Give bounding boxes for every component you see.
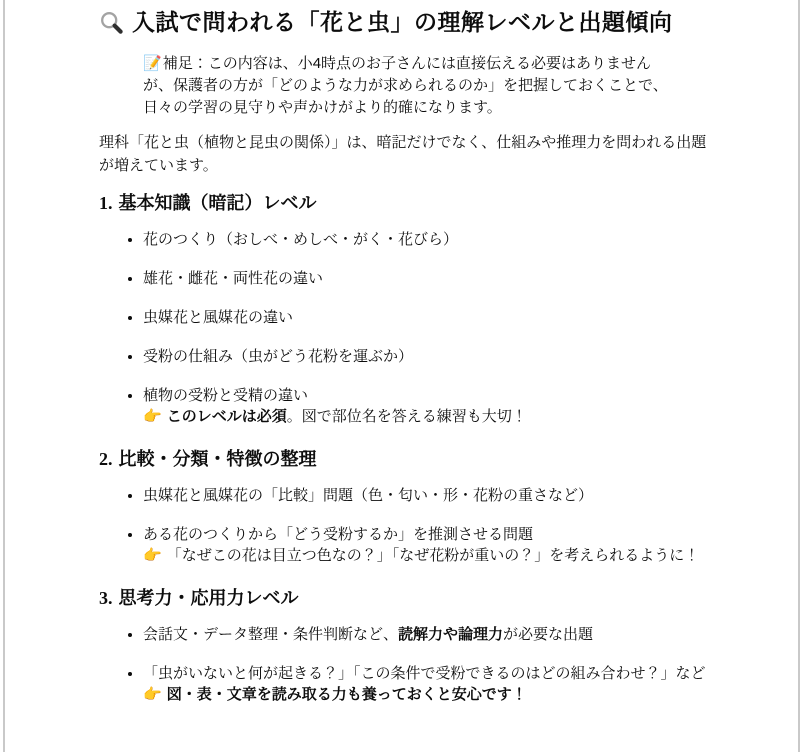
list-item-text-bold: 読解力や論理力: [398, 626, 504, 643]
list-item-text: 虫媒花と風媒花の「比較」問題（色・匂い・形・花粉の重さなど）: [143, 487, 594, 504]
advice-note: [143, 406, 708, 427]
advice-note: [143, 545, 708, 566]
section-2-list: [99, 485, 708, 566]
list-item: [143, 385, 708, 427]
advice-note-bold: 図・表・文章を読み取る力も養っておくと安心です！: [166, 686, 527, 703]
list-item: [143, 524, 708, 566]
list-item-text: 花のつくり（おしべ・めしべ・がく・花びら）: [143, 231, 459, 248]
list-item: [143, 663, 708, 705]
search-icon: [99, 10, 124, 35]
section-3-number: 3.: [99, 588, 113, 608]
note-line-1: [143, 53, 708, 75]
section-2-number: 2.: [99, 449, 113, 469]
section-3-heading: [99, 586, 708, 610]
supplement-note: [143, 53, 708, 119]
list-item-text: 雄花・雌花・両性花の違い: [143, 270, 324, 287]
page-left-border: [3, 0, 5, 752]
intro-paragraph: 理科「花と虫（植物と昆虫の関係）」は、暗記だけでなく、仕組みや推理力を問われる出題が増えています。: [99, 134, 707, 174]
section-1-number: 1.: [99, 193, 113, 213]
section-3-list: [99, 624, 708, 705]
list-item-text: • 「虫がいないと何が起きる？」「この条件で受粉できるのはどの組み合わせ？」など: [143, 665, 706, 682]
note-line-3: 日々の学習の見守りや声かけがより的確になります。: [143, 99, 502, 116]
list-item-text: • 植物の受粉と受精の違い: [143, 387, 309, 404]
section-1-heading: [99, 191, 708, 215]
page-title-text: 入試で問われる「花と虫」の理解レベルと出題傾向: [132, 9, 673, 35]
list-item-text-post: が必要な出題: [503, 626, 594, 643]
advice-note-bold: このレベルは必須: [166, 408, 287, 425]
advice-note: [143, 684, 708, 705]
advice-note-text: 「なぜこの花は目立つ色なの？」「なぜ花粉が重いの？」を考えられるように！: [166, 547, 700, 564]
list-item: [143, 485, 708, 506]
page-right-border: [798, 0, 800, 752]
list-item-text: • ある花のつくりから「どう受粉するか」を推測させる問題: [143, 526, 534, 543]
list-item: [143, 229, 708, 250]
list-item: [143, 346, 708, 367]
point-right-icon: 👉: [143, 686, 162, 703]
list-item-text: 虫媒花と風媒花の違い: [143, 309, 294, 326]
page-title: [99, 7, 708, 38]
list-item: [143, 624, 708, 645]
section-2-heading-text: 比較・分類・特徴の整理: [118, 449, 317, 469]
memo-icon: 📝: [143, 55, 162, 72]
section-3-heading-text: 思考力・応用力レベル: [118, 588, 299, 608]
list-item: [143, 307, 708, 328]
advice-note-rest: 。図で部位名を答える練習も大切！: [286, 408, 527, 425]
list-item: [143, 268, 708, 289]
section-2-heading: [99, 447, 708, 471]
point-right-icon: 👉: [143, 408, 162, 425]
note-text-1: 補足：この内容は、小4時点のお子さんには直接伝える必要はありません: [162, 55, 652, 72]
section-1-list: [99, 229, 708, 427]
point-right-icon: 👉: [143, 547, 162, 564]
list-item-text: 受粉の仕組み（虫がどう花粉を運ぶか）: [143, 348, 414, 365]
section-1-heading-text: 基本知識（暗記）レベル: [118, 193, 317, 213]
note-line-2: が、保護者の方が「どのような力が求められるのか」を把握しておくことで、: [143, 77, 668, 94]
list-item-text-pre: 会話文・データ整理・条件判断など、: [143, 626, 399, 643]
